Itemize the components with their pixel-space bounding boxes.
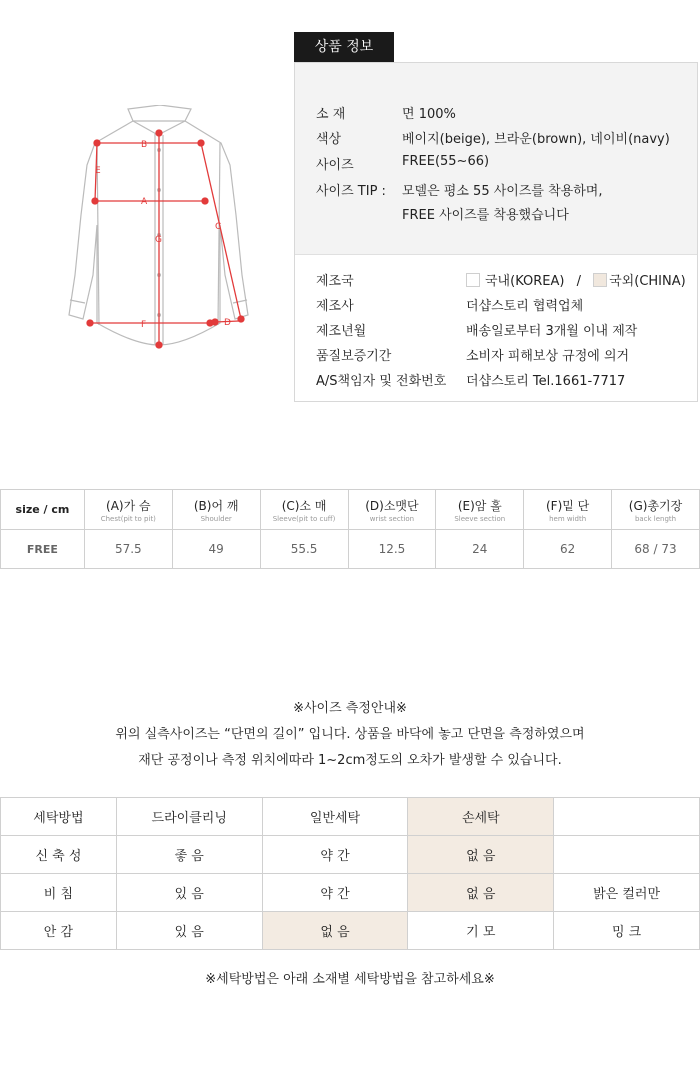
- size-table-header-row: [1, 490, 700, 530]
- country-separator: /: [576, 274, 581, 289]
- material-label: 소 재: [316, 107, 346, 122]
- wash-cell: 세탁방법: [1, 798, 117, 836]
- as-label: A/S책임자 및 전화번호: [316, 374, 447, 389]
- header-length: (G)총기장 back length: [612, 490, 700, 530]
- product-spec-panel: [295, 63, 697, 255]
- wash-cell: 없 음: [262, 912, 408, 950]
- country-label: 제조국: [316, 274, 354, 289]
- color-label: 색상: [316, 132, 342, 147]
- country-options: [466, 270, 686, 289]
- size-row-label: FREE: [1, 530, 85, 569]
- header-hem: (F)밑 단 hem width: [524, 490, 612, 530]
- label-f: F: [141, 320, 147, 330]
- product-info-title: 상품 정보: [294, 32, 394, 62]
- size-tip-line1: 모델은 평소 55 사이즈를 착용하며,: [402, 184, 603, 199]
- header-sleeve: (C)소 매 Sleeve(pit to cuff): [260, 490, 348, 530]
- wash-cell: 밍 크: [554, 912, 700, 950]
- notice-line2: 재단 공정이나 측정 위치에따라 1~2cm정도의 오차가 발생할 수 있습니다.: [138, 753, 562, 768]
- wash-cell: 약 간: [262, 836, 408, 874]
- wash-cell: 있 음: [116, 874, 262, 912]
- as-value: 더샵스토리 Tel.1661-7717: [466, 374, 626, 389]
- wash-cell: 없 음: [408, 836, 554, 874]
- label-e: E: [95, 166, 101, 176]
- wash-table: [0, 797, 700, 950]
- size-value: FREE(55~66): [402, 154, 490, 169]
- size-table-row: [1, 530, 700, 569]
- maker-value: 더샵스토리 협력업체: [466, 299, 584, 314]
- label-d: D: [224, 318, 231, 328]
- value-length: 68 / 73: [612, 530, 700, 569]
- value-sleeve: 55.5: [260, 530, 348, 569]
- header-shoulder: (B)어 깨 Shoulder: [172, 490, 260, 530]
- wash-cell: [554, 798, 700, 836]
- wash-cell: 신 축 성: [1, 836, 117, 874]
- wash-cell: 일반세탁: [262, 798, 408, 836]
- stretch-row: [1, 836, 700, 874]
- warranty-label: 품질보증기간: [316, 349, 392, 364]
- wash-cell: 약 간: [262, 874, 408, 912]
- product-info-box: [294, 62, 698, 402]
- wash-cell: 드라이클리닝: [116, 798, 262, 836]
- value-chest: 57.5: [84, 530, 172, 569]
- wash-cell: 없 음: [408, 874, 554, 912]
- size-table: [0, 489, 700, 569]
- notice-title: ※사이즈 측정안내※: [293, 701, 407, 716]
- material-value: 면 100%: [402, 107, 456, 122]
- color-value: 베이지(beige), 브라운(brown), 네이비(navy): [402, 132, 670, 147]
- wash-cell: 안 감: [1, 912, 117, 950]
- wash-cell: [554, 836, 700, 874]
- country-china: 국외(CHINA): [609, 274, 686, 289]
- wash-cell: 비 침: [1, 874, 117, 912]
- lining-row: [1, 912, 700, 950]
- wash-row: [1, 798, 700, 836]
- size-label: 사이즈: [316, 158, 354, 173]
- china-checkbox: [593, 273, 607, 287]
- shirt-measurement-diagram: [55, 105, 255, 360]
- korea-checkbox: [466, 273, 480, 287]
- label-g: G: [155, 235, 162, 245]
- header-wrist: (D)소맷단 wrist section: [348, 490, 436, 530]
- wash-cell: 밝은 컬러만: [554, 874, 700, 912]
- label-a: A: [141, 197, 148, 207]
- notice-line1: 위의 실측사이즈는 “단면의 길이” 입니다. 상품을 바닥에 놓고 단면을 측정하였으며: [115, 727, 585, 742]
- maker-label: 제조사: [316, 299, 354, 314]
- wash-cell: 기 모: [408, 912, 554, 950]
- country-korea: 국내(KOREA): [485, 274, 565, 289]
- value-hem: 62: [524, 530, 612, 569]
- label-b: B: [141, 140, 148, 150]
- sheer-row: [1, 874, 700, 912]
- value-shoulder: 49: [172, 530, 260, 569]
- date-value: 배송일로부터 3개월 이내 제작: [466, 324, 638, 339]
- size-table-corner: size / cm: [1, 490, 85, 530]
- value-armhole: 24: [436, 530, 524, 569]
- wash-cell: 좋 음: [116, 836, 262, 874]
- header-chest: (A)가 슴 Chest(pit to pit): [84, 490, 172, 530]
- label-c: C: [215, 222, 222, 232]
- header-armhole: (E)암 홀 Sleeve section: [436, 490, 524, 530]
- wash-footer-note: ※세탁방법은 아래 소재별 세탁방법을 참고하세요※: [205, 972, 495, 987]
- wash-cell: 있 음: [116, 912, 262, 950]
- date-label: 제조년월: [316, 324, 367, 339]
- size-tip-line2: FREE 사이즈를 착용했습니다: [402, 208, 569, 223]
- value-wrist: 12.5: [348, 530, 436, 569]
- warranty-value: 소비자 피해보상 규정에 의거: [466, 349, 630, 364]
- size-tip-label: 사이즈 TIP :: [316, 184, 386, 199]
- wash-cell: 손세탁: [408, 798, 554, 836]
